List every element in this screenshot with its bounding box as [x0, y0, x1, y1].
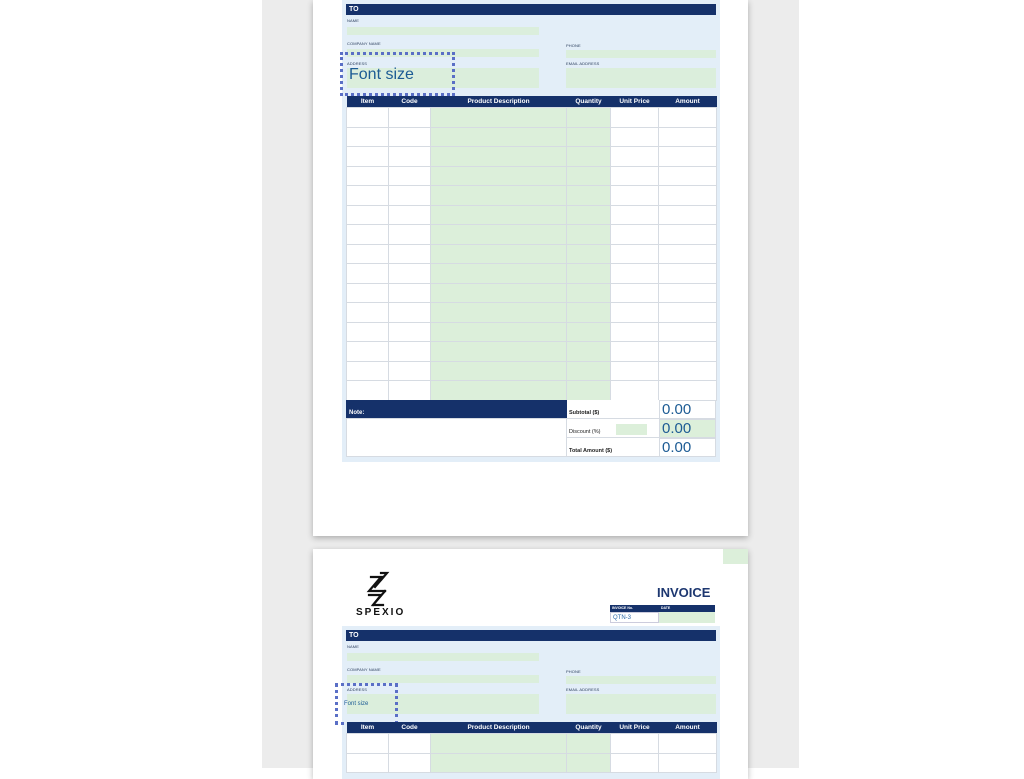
name-field[interactable] [347, 653, 539, 661]
cell-description[interactable] [431, 753, 567, 773]
cell-amount[interactable] [659, 225, 717, 245]
cell-description[interactable] [431, 264, 567, 284]
company-name-label: COMPANY NAME [347, 667, 381, 672]
column-header-quantity: Quantity [567, 96, 611, 108]
cell-quantity[interactable] [567, 108, 611, 128]
cell-amount[interactable] [659, 264, 717, 284]
phone-label: PHONE [566, 669, 581, 674]
cell-amount[interactable] [659, 147, 717, 167]
table-row [347, 734, 717, 754]
cell-quantity[interactable] [567, 303, 611, 323]
table-row [347, 264, 717, 284]
cell-unit-price[interactable] [611, 753, 659, 773]
table-row [347, 225, 717, 245]
cell-quantity[interactable] [567, 361, 611, 381]
cell-amount[interactable] [659, 127, 717, 147]
cell-item[interactable] [347, 753, 389, 773]
name-label: NAME [347, 644, 359, 649]
cell-code[interactable] [389, 127, 431, 147]
cell-amount[interactable] [659, 108, 717, 128]
cell-amount[interactable] [659, 361, 717, 381]
total-amount-value[interactable]: 0.00 [659, 438, 716, 457]
invoice-page-2 [313, 549, 748, 779]
cell-quantity[interactable] [567, 147, 611, 167]
column-header-description: Product Description [431, 722, 567, 734]
name-label: NAME [347, 18, 359, 23]
cell-amount[interactable] [659, 166, 717, 186]
address-label: ADDRESS [347, 61, 368, 66]
cell-code[interactable] [389, 166, 431, 186]
cell-description[interactable] [431, 127, 567, 147]
invoice-title: INVOICE [657, 585, 711, 600]
cell-code[interactable] [389, 225, 431, 245]
table-row [347, 108, 717, 128]
to-section-header: TO [346, 630, 716, 641]
cell-quantity[interactable] [567, 186, 611, 206]
cell-item[interactable] [347, 283, 389, 303]
column-header-code: Code [389, 96, 431, 108]
date-label: DATE [661, 606, 671, 610]
cell-item[interactable] [347, 342, 389, 362]
cell-amount[interactable] [659, 205, 717, 225]
cell-description[interactable] [431, 361, 567, 381]
cell-amount[interactable] [659, 381, 717, 401]
column-header-unit-price: Unit Price [611, 722, 659, 734]
cell-code[interactable] [389, 734, 431, 754]
cell-description[interactable] [431, 734, 567, 754]
phone-field[interactable] [566, 676, 716, 684]
company-name-field[interactable] [347, 675, 539, 683]
cell-description[interactable] [431, 381, 567, 401]
cell-unit-price[interactable] [611, 381, 659, 401]
table-row [347, 244, 717, 264]
cell-quantity[interactable] [567, 734, 611, 754]
cell-unit-price[interactable] [611, 108, 659, 128]
column-header-amount: Amount [659, 722, 717, 734]
cell-unit-price[interactable] [611, 147, 659, 167]
cell-unit-price[interactable] [611, 205, 659, 225]
invoice-page-1 [313, 0, 748, 536]
cell-quantity[interactable] [567, 205, 611, 225]
cell-code[interactable] [389, 361, 431, 381]
cell-unit-price[interactable] [611, 303, 659, 323]
cell-description[interactable] [431, 283, 567, 303]
font-size-text: Font size [344, 701, 369, 707]
cell-amount[interactable] [659, 342, 717, 362]
cell-code[interactable] [389, 264, 431, 284]
table-row [347, 381, 717, 401]
table-row [347, 186, 717, 206]
cell-unit-price[interactable] [611, 225, 659, 245]
table-row [347, 303, 717, 323]
cell-quantity[interactable] [567, 244, 611, 264]
cell-quantity[interactable] [567, 264, 611, 284]
invoice-meta-header [610, 605, 715, 612]
cell-code[interactable] [389, 205, 431, 225]
name-field[interactable] [347, 27, 539, 35]
font-size-highlight[interactable] [335, 683, 398, 725]
email-field[interactable] [566, 694, 716, 714]
cell-amount[interactable] [659, 283, 717, 303]
cell-quantity[interactable] [567, 127, 611, 147]
email-field[interactable] [566, 68, 716, 88]
cell-code[interactable] [389, 186, 431, 206]
logo-text: SPEXIO [356, 607, 406, 618]
column-header-unit-price: Unit Price [611, 96, 659, 108]
cell-description[interactable] [431, 166, 567, 186]
total-amount-label: Total Amount ($) [567, 438, 659, 457]
cell-item[interactable] [347, 361, 389, 381]
cell-amount[interactable] [659, 753, 717, 773]
address-label: ADDRESS [347, 687, 368, 692]
cell-item[interactable] [347, 303, 389, 323]
cell-item[interactable] [347, 244, 389, 264]
cell-item[interactable] [347, 166, 389, 186]
table-row [347, 147, 717, 167]
cell-item[interactable] [347, 322, 389, 342]
cell-item[interactable] [347, 225, 389, 245]
email-label: EMAIL ADDRESS [566, 687, 600, 692]
invoice-sheet [342, 0, 720, 462]
table-row [347, 127, 717, 147]
table-row [347, 283, 717, 303]
font-size-text: Font size [349, 66, 414, 83]
subtotal-label: Subtotal ($) [567, 400, 659, 419]
to-section-header: TO [346, 4, 716, 15]
items-table [346, 722, 717, 773]
items-table [346, 96, 717, 401]
column-header-amount: Amount [659, 96, 717, 108]
cell-code[interactable] [389, 342, 431, 362]
cell-item[interactable] [347, 186, 389, 206]
cell-unit-price[interactable] [611, 283, 659, 303]
table-row [347, 166, 717, 186]
cell-item[interactable] [347, 264, 389, 284]
cell-description[interactable] [431, 108, 567, 128]
font-size-highlight[interactable] [340, 52, 455, 96]
cell-amount[interactable] [659, 186, 717, 206]
cell-description[interactable] [431, 225, 567, 245]
subtotal-value[interactable]: 0.00 [659, 400, 716, 419]
cell-code[interactable] [389, 381, 431, 401]
cell-code[interactable] [389, 322, 431, 342]
cell-description[interactable] [431, 342, 567, 362]
cell-item[interactable] [347, 734, 389, 754]
discount-input[interactable] [616, 424, 647, 435]
invoice-number-field[interactable]: QTN-3 [610, 612, 659, 623]
phone-field[interactable] [566, 50, 716, 58]
cell-amount[interactable] [659, 303, 717, 323]
cell-description[interactable] [431, 205, 567, 225]
cell-unit-price[interactable] [611, 186, 659, 206]
cell-description[interactable] [431, 186, 567, 206]
cell-amount[interactable] [659, 734, 717, 754]
cell-item[interactable] [347, 127, 389, 147]
cell-code[interactable] [389, 283, 431, 303]
cell-code[interactable] [389, 147, 431, 167]
cell-description[interactable] [431, 322, 567, 342]
company-name-label: COMPANY NAME [347, 41, 381, 46]
cell-quantity[interactable] [567, 381, 611, 401]
cell-unit-price[interactable] [611, 127, 659, 147]
column-header-quantity: Quantity [567, 722, 611, 734]
cell-quantity[interactable] [567, 753, 611, 773]
cell-unit-price[interactable] [611, 264, 659, 284]
cell-item[interactable] [347, 108, 389, 128]
phone-label: PHONE [566, 43, 581, 48]
cell-unit-price[interactable] [611, 342, 659, 362]
discount-label: Discount (%) [567, 419, 659, 438]
invoice-date-field[interactable] [659, 612, 715, 623]
column-header-item: Item [347, 96, 389, 108]
cell-amount[interactable] [659, 244, 717, 264]
cell-code[interactable] [389, 244, 431, 264]
note-field[interactable] [346, 418, 567, 457]
column-header-code: Code [389, 722, 431, 734]
cell-quantity[interactable] [567, 283, 611, 303]
cell-quantity[interactable] [567, 322, 611, 342]
cell-description[interactable] [431, 244, 567, 264]
invoice-no-label: INVOICE No. [612, 606, 634, 610]
corner-cell[interactable] [723, 549, 748, 564]
cell-code[interactable] [389, 753, 431, 773]
cell-description[interactable] [431, 147, 567, 167]
cell-unit-price[interactable] [611, 166, 659, 186]
cell-item[interactable] [347, 147, 389, 167]
table-row [347, 205, 717, 225]
email-label: EMAIL ADDRESS [566, 61, 600, 66]
cell-unit-price[interactable] [611, 244, 659, 264]
cell-quantity[interactable] [567, 342, 611, 362]
column-header-description: Product Description [431, 96, 567, 108]
cell-description[interactable] [431, 303, 567, 323]
invoice-sheet [342, 626, 720, 779]
cell-unit-price[interactable] [611, 361, 659, 381]
cell-quantity[interactable] [567, 166, 611, 186]
table-row [347, 753, 717, 773]
cell-code[interactable] [389, 303, 431, 323]
cell-unit-price[interactable] [611, 734, 659, 754]
table-row [347, 322, 717, 342]
cell-quantity[interactable] [567, 225, 611, 245]
table-row [347, 361, 717, 381]
cell-code[interactable] [389, 108, 431, 128]
discount-value[interactable]: 0.00 [659, 419, 716, 438]
table-row [347, 342, 717, 362]
note-header: Note: [346, 400, 567, 418]
cell-amount[interactable] [659, 322, 717, 342]
cell-unit-price[interactable] [611, 322, 659, 342]
cell-item[interactable] [347, 381, 389, 401]
column-header-item: Item [347, 722, 389, 734]
cell-item[interactable] [347, 205, 389, 225]
